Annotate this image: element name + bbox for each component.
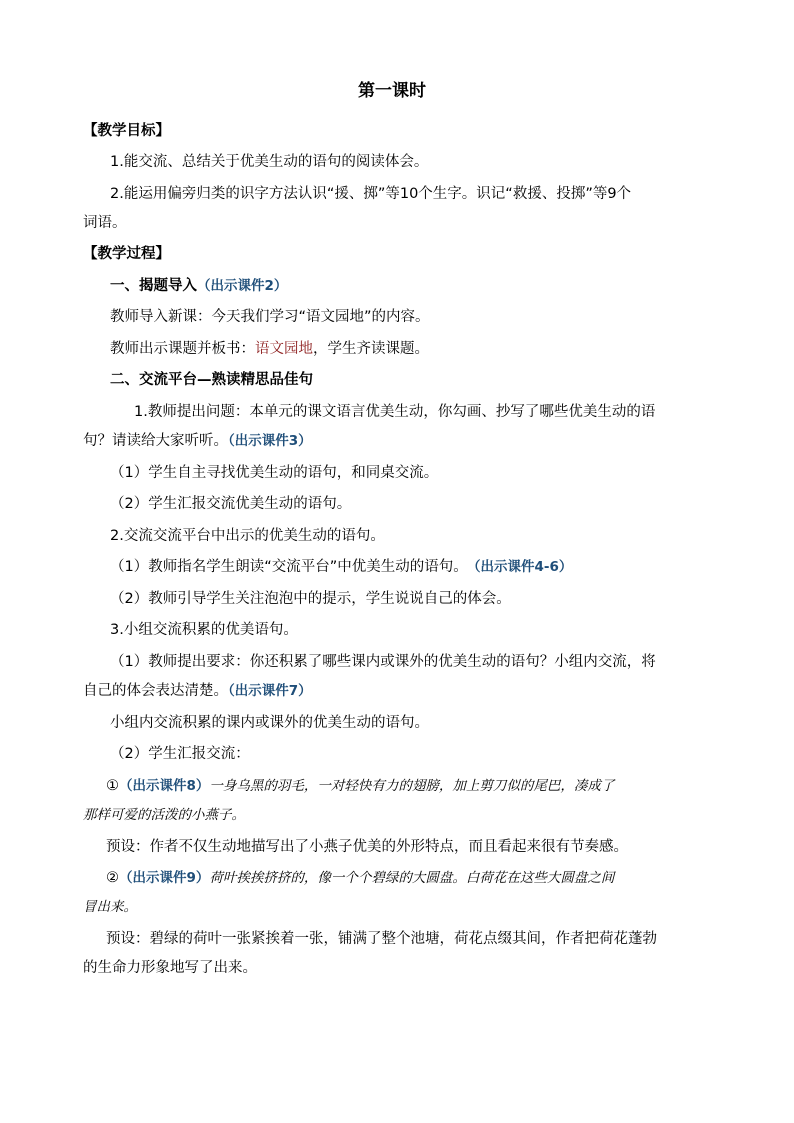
courseware-label: （出示课件9） <box>119 870 210 886</box>
example-2-preset-line-1: 预设：碧绿的荷叶一张紧挨着一张，铺满了整个池塘，荷花点缀其间，作者把荷花蓬勃 <box>106 931 657 947</box>
example-1-number: ① <box>106 778 119 794</box>
example-2-quote: 荷叶挨挨挤挤的，像一个个碧绿的大圆盘。白荷花在这些大圆盘之间 <box>209 870 615 886</box>
example-1-quote: 一身乌黑的羽毛，一对轻快有力的翅膀，加上剪刀似的尾巴，凑成了 <box>209 778 615 794</box>
question-3: 3.小组交流积累的优美语句。 <box>110 622 298 638</box>
question-1-line-1: 1.教师提出问题：本单元的课文语言优美生动，你勾画、抄写了哪些优美生动的语 <box>134 404 656 420</box>
question-1-line-2 <box>83 432 312 450</box>
question-3-sub-2: （2）学生汇报交流： <box>110 746 250 762</box>
highlighted-topic: 语文园地 <box>255 341 313 357</box>
example-1-line-1 <box>106 777 614 795</box>
question-1-sub-2: （2）学生汇报交流优美生动的语句。 <box>110 496 352 512</box>
example-2-preset-line-2: 的生命力形象地写了出来。 <box>83 960 257 976</box>
question-3-sub-1-line-1: （1）教师提出要求：你还积累了哪些课内或课外的优美生动的语句？小组内交流，将 <box>110 654 656 670</box>
section-1-paragraph-2 <box>110 340 429 358</box>
courseware-label: （出示课件4-6） <box>473 559 573 575</box>
question-1-sub-1: （1）学生自主寻找优美生动的语句，和同桌交流。 <box>110 465 439 481</box>
question-2-sub-1 <box>110 558 572 576</box>
goals-heading: 【教学目标】 <box>83 123 170 139</box>
question-3-sub-1-line-2 <box>83 682 312 700</box>
question-2-sub-2: （2）教师引导学生关注泡泡中的提示，学生说说自己的体会。 <box>110 591 511 607</box>
courseware-label: （出示课件7） <box>228 683 312 699</box>
example-1-line-2: 那样可爱的活泼的小燕子。 <box>83 807 245 823</box>
process-heading: 【教学过程】 <box>83 246 170 262</box>
paragraph-text: （1）教师指名学生朗读“交流平台”中优美生动的语句。 <box>110 559 468 575</box>
courseware-label: （出示课件3） <box>228 433 312 449</box>
page-title: 第一课时 <box>358 81 426 101</box>
paragraph-text: 教师出示课题并板书： <box>110 341 255 357</box>
section-1-heading: 一、揭题导入 <box>110 278 197 294</box>
goal-item-2-line-2: 词语。 <box>83 215 127 231</box>
goal-item-1: 1.能交流、总结关于优美生动的语句的阅读体会。 <box>110 154 429 170</box>
example-1-preset: 预设：作者不仅生动地描写出了小燕子优美的外形特点，而且看起来很有节奏感。 <box>106 839 628 855</box>
paragraph-text: 自己的体会表达清楚。 <box>83 683 228 699</box>
example-2-line-2: 冒出来。 <box>83 899 137 915</box>
example-2-line-1 <box>106 869 614 887</box>
section-1-paragraph-1: 教师导入新课：今天我们学习“语文园地”的内容。 <box>110 309 430 325</box>
courseware-label: （出示课件2） <box>197 278 288 294</box>
paragraph-text: 句？请读给大家听听。 <box>83 433 228 449</box>
goal-item-2-line-1: 2.能运用偏旁归类的识字方法认识“援、掷”等10个生字。识记“救援、投掷”等9个 <box>110 186 632 202</box>
question-3-paragraph: 小组内交流积累的课内或课外的优美生动的语句。 <box>110 715 429 731</box>
courseware-label: （出示课件8） <box>119 778 210 794</box>
example-2-number: ② <box>106 870 119 886</box>
section-1-heading-row <box>110 277 287 295</box>
section-2-heading: 二、交流平台—熟读精思品佳句 <box>110 372 313 388</box>
paragraph-text: ，学生齐读课题。 <box>313 341 429 357</box>
question-2: 2.交流交流平台中出示的优美生动的语句。 <box>110 528 385 544</box>
